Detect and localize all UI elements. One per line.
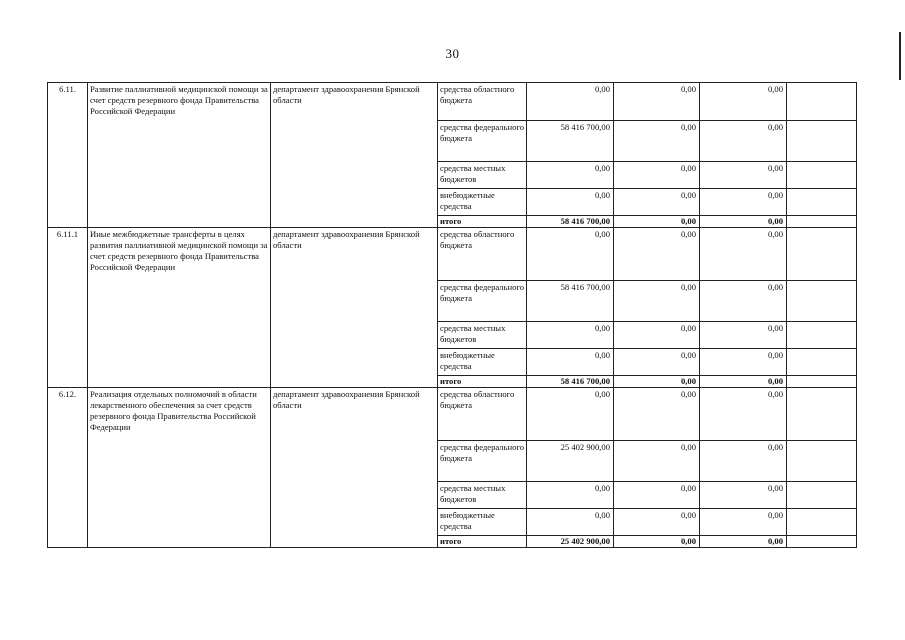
funding-source: средства местных бюджетов bbox=[438, 482, 527, 509]
amount-cell: 0,00 bbox=[527, 482, 614, 509]
funding-source: средства федерального бюджета bbox=[438, 281, 527, 322]
total-amount: 58 416 700,00 bbox=[527, 216, 614, 228]
margin-rule bbox=[899, 32, 901, 80]
empty-cell bbox=[787, 388, 857, 441]
funding-source: внебюджетные средства bbox=[438, 189, 527, 216]
page-number: 30 bbox=[445, 46, 460, 61]
total-label: итого bbox=[438, 216, 527, 228]
empty-cell bbox=[787, 189, 857, 216]
funding-source: средства областного бюджета bbox=[438, 83, 527, 121]
item-number: 6.11.1 bbox=[48, 228, 88, 388]
total-amount: 0,00 bbox=[614, 536, 700, 548]
table-row bbox=[48, 228, 857, 281]
amount-cell: 0,00 bbox=[614, 281, 700, 322]
amount-cell: 0,00 bbox=[614, 322, 700, 349]
total-amount: 0,00 bbox=[700, 376, 787, 388]
amount-cell: 0,00 bbox=[700, 388, 787, 441]
total-label: итого bbox=[438, 376, 527, 388]
empty-cell bbox=[787, 162, 857, 189]
funding-source: внебюджетные средства bbox=[438, 349, 527, 376]
amount-cell: 0,00 bbox=[614, 349, 700, 376]
total-amount: 58 416 700,00 bbox=[527, 376, 614, 388]
empty-cell bbox=[787, 441, 857, 482]
funding-source: внебюджетные средства bbox=[438, 509, 527, 536]
amount-cell: 0,00 bbox=[614, 388, 700, 441]
item-executor: департамент здравоохранения Брянской области bbox=[271, 83, 438, 228]
amount-cell: 0,00 bbox=[527, 228, 614, 281]
total-amount: 0,00 bbox=[700, 536, 787, 548]
total-amount: 0,00 bbox=[700, 216, 787, 228]
empty-cell bbox=[787, 228, 857, 281]
amount-cell: 0,00 bbox=[527, 189, 614, 216]
amount-cell: 0,00 bbox=[614, 162, 700, 189]
total-amount: 25 402 900,00 bbox=[527, 536, 614, 548]
amount-cell: 0,00 bbox=[700, 349, 787, 376]
empty-cell bbox=[787, 509, 857, 536]
amount-cell: 0,00 bbox=[527, 322, 614, 349]
amount-cell: 0,00 bbox=[614, 189, 700, 216]
amount-cell: 0,00 bbox=[700, 281, 787, 322]
funding-source: средства областного бюджета bbox=[438, 228, 527, 281]
amount-cell: 58 416 700,00 bbox=[527, 281, 614, 322]
section-6-11 bbox=[48, 83, 857, 228]
table-row bbox=[48, 83, 857, 121]
table-row bbox=[48, 388, 857, 441]
empty-cell bbox=[787, 121, 857, 162]
amount-cell: 0,00 bbox=[700, 482, 787, 509]
amount-cell: 0,00 bbox=[700, 189, 787, 216]
item-number: 6.11. bbox=[48, 83, 88, 228]
amount-cell: 0,00 bbox=[700, 228, 787, 281]
amount-cell: 0,00 bbox=[700, 162, 787, 189]
item-title: Развитие паллиативной медицинской помощи за счет средств резервного фонда Правительства Российской Федерации bbox=[88, 83, 271, 228]
budget-table bbox=[47, 82, 857, 548]
empty-cell bbox=[787, 376, 857, 388]
section-6-11-1 bbox=[48, 228, 857, 388]
funding-source: средства местных бюджетов bbox=[438, 162, 527, 189]
amount-cell: 58 416 700,00 bbox=[527, 121, 614, 162]
amount-cell: 0,00 bbox=[614, 83, 700, 121]
amount-cell: 25 402 900,00 bbox=[527, 441, 614, 482]
empty-cell bbox=[787, 83, 857, 121]
item-number: 6.12. bbox=[48, 388, 88, 548]
amount-cell: 0,00 bbox=[527, 509, 614, 536]
funding-source: средства федерального бюджета bbox=[438, 121, 527, 162]
total-label: итого bbox=[438, 536, 527, 548]
amount-cell: 0,00 bbox=[614, 121, 700, 162]
funding-source: средства местных бюджетов bbox=[438, 322, 527, 349]
empty-cell bbox=[787, 216, 857, 228]
amount-cell: 0,00 bbox=[527, 388, 614, 441]
empty-cell bbox=[787, 322, 857, 349]
amount-cell: 0,00 bbox=[614, 228, 700, 281]
amount-cell: 0,00 bbox=[527, 349, 614, 376]
empty-cell bbox=[787, 482, 857, 509]
amount-cell: 0,00 bbox=[527, 83, 614, 121]
item-title: Реализация отдельных полномочий в области лекарственного обеспечения за счет средств резервного фонда Правительства Российской Федерации bbox=[88, 388, 271, 548]
amount-cell: 0,00 bbox=[700, 322, 787, 349]
section-6-12 bbox=[48, 388, 857, 548]
amount-cell: 0,00 bbox=[527, 162, 614, 189]
amount-cell: 0,00 bbox=[614, 441, 700, 482]
amount-cell: 0,00 bbox=[700, 509, 787, 536]
amount-cell: 0,00 bbox=[700, 83, 787, 121]
empty-cell bbox=[787, 536, 857, 548]
empty-cell bbox=[787, 349, 857, 376]
item-title: Иные межбюджетные трансферты в целях развития паллиативной медицинской помощи за счет средств резервного фонда Правительства Российской Федерации bbox=[88, 228, 271, 388]
total-amount: 0,00 bbox=[614, 376, 700, 388]
item-executor: департамент здравоохранения Брянской области bbox=[271, 388, 438, 548]
funding-source: средства федерального бюджета bbox=[438, 441, 527, 482]
funding-source: средства областного бюджета bbox=[438, 388, 527, 441]
total-amount: 0,00 bbox=[614, 216, 700, 228]
amount-cell: 0,00 bbox=[614, 509, 700, 536]
empty-cell bbox=[787, 281, 857, 322]
amount-cell: 0,00 bbox=[700, 121, 787, 162]
amount-cell: 0,00 bbox=[700, 441, 787, 482]
amount-cell: 0,00 bbox=[614, 482, 700, 509]
item-executor: департамент здравоохранения Брянской области bbox=[271, 228, 438, 388]
